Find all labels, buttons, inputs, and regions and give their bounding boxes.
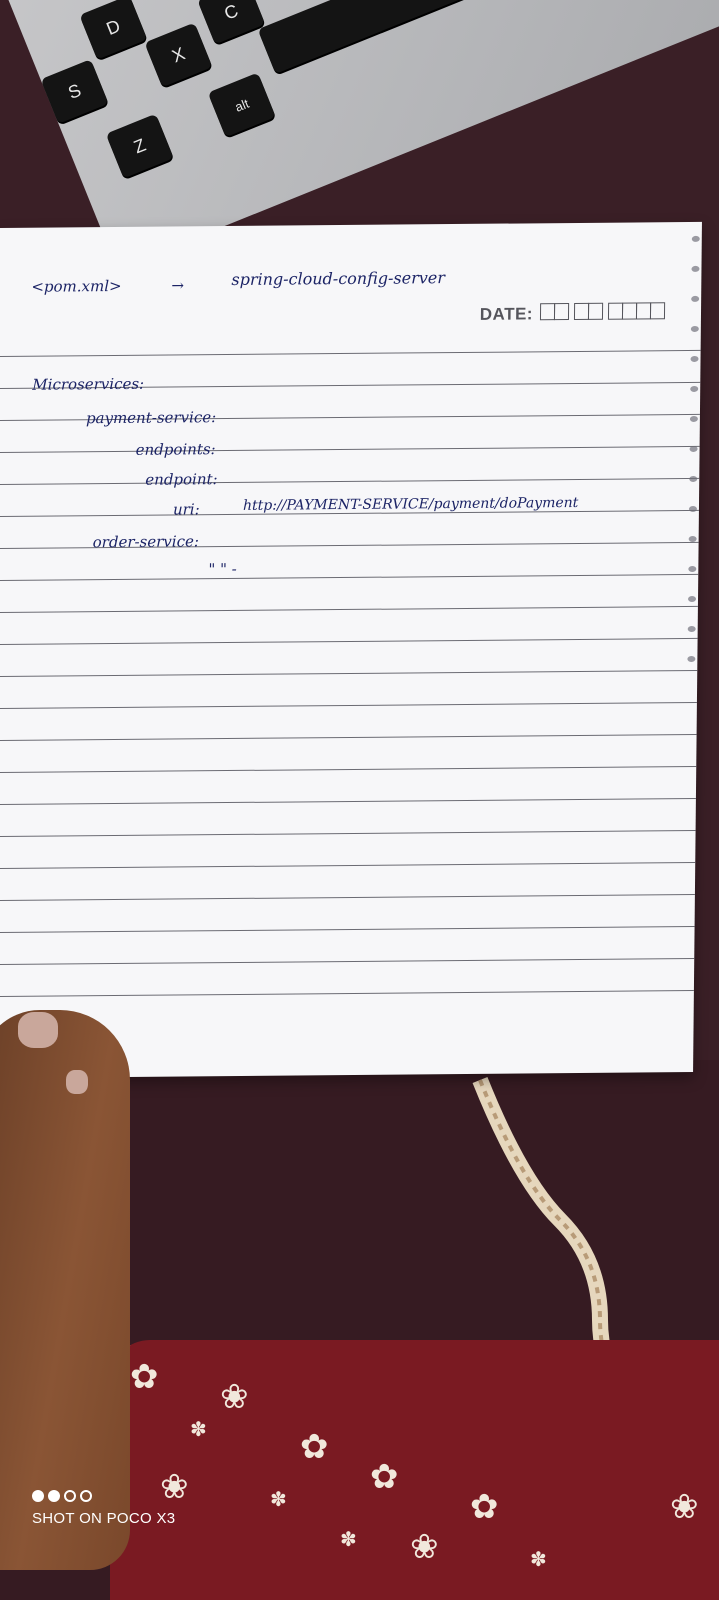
spiral-ring [691,326,699,332]
spiral-ring [690,416,698,422]
flower-pattern: ✽ [340,1529,357,1551]
spiral-ring [688,596,696,602]
ruled-line [0,798,696,805]
spiral-ring [691,266,699,272]
handwriting-payment-service: payment-service: [85,408,217,428]
spiral-ring [692,236,700,242]
handwriting-endpoint: endpoint: [145,470,218,489]
spiral-ring [688,566,696,572]
spiral-ring [691,296,699,302]
handwriting-pom: <pom.xml> [31,276,122,296]
handwriting-arrow: → [171,276,185,295]
ruled-line [0,926,695,933]
flower-pattern: ❀ [160,1468,189,1506]
date-field [480,302,665,326]
key-x: X [144,23,212,88]
spiral-ring [688,626,696,632]
spiral-ring [690,386,698,392]
handwriting-uri-key: uri: [172,500,200,519]
handwriting-uri-value: http://PAYMENT-SERVICE/payment/doPayment [242,494,579,514]
ruled-line [0,350,701,357]
spiral-ring [690,356,698,362]
date-boxes [541,302,665,325]
ruled-line [0,830,696,837]
handwriting-order-service: order-service: [92,532,200,552]
ruled-line [0,734,697,741]
notebook-page [0,222,702,1078]
floral-cushion [110,1340,719,1600]
thumbnail [18,1012,58,1048]
ruled-line [0,574,698,581]
key-d: D [79,0,147,60]
handwriting-microservices: Microservices: [32,374,145,394]
flower-pattern: ✿ [470,1488,499,1526]
ruled-line [0,670,697,677]
hand [0,1010,130,1570]
handwriting-config: spring-cloud-config-server [231,268,446,289]
flower-pattern: ✽ [190,1419,207,1441]
key-alt: alt [208,72,276,137]
ruled-line [0,958,694,965]
camera-watermark [32,1490,175,1527]
flower-pattern: ❀ [220,1378,249,1416]
ruled-line [0,446,700,453]
flower-pattern: ❀ [670,1488,699,1526]
watermark-text: SHOT ON POCO X3 [32,1510,176,1527]
flower-pattern: ✽ [270,1489,287,1511]
ruled-line [0,606,698,613]
flower-pattern: ✿ [130,1358,159,1396]
ruled-line [0,702,697,709]
flower-pattern: ❀ [410,1528,439,1566]
ruled-line [0,478,699,485]
spiral-ring [687,656,695,662]
handwriting-endpoints: endpoints: [135,440,216,459]
key-s: S [41,59,109,124]
handwriting-ditto-marks: " " - [208,559,237,579]
key-z: Z [106,114,174,179]
fingernail [66,1070,88,1094]
ruled-line [0,990,694,997]
flower-pattern: ✿ [370,1458,399,1496]
date-label: DATE: [479,304,534,324]
ruled-line [0,894,695,901]
ruled-line [0,766,696,773]
ruled-line [0,862,695,869]
ruled-line [0,638,698,645]
watermark-dots-icon [32,1490,175,1502]
key-space [258,0,554,74]
flower-pattern: ✿ [300,1428,329,1466]
key-c: C [197,0,265,44]
flower-pattern: ✽ [530,1549,547,1571]
